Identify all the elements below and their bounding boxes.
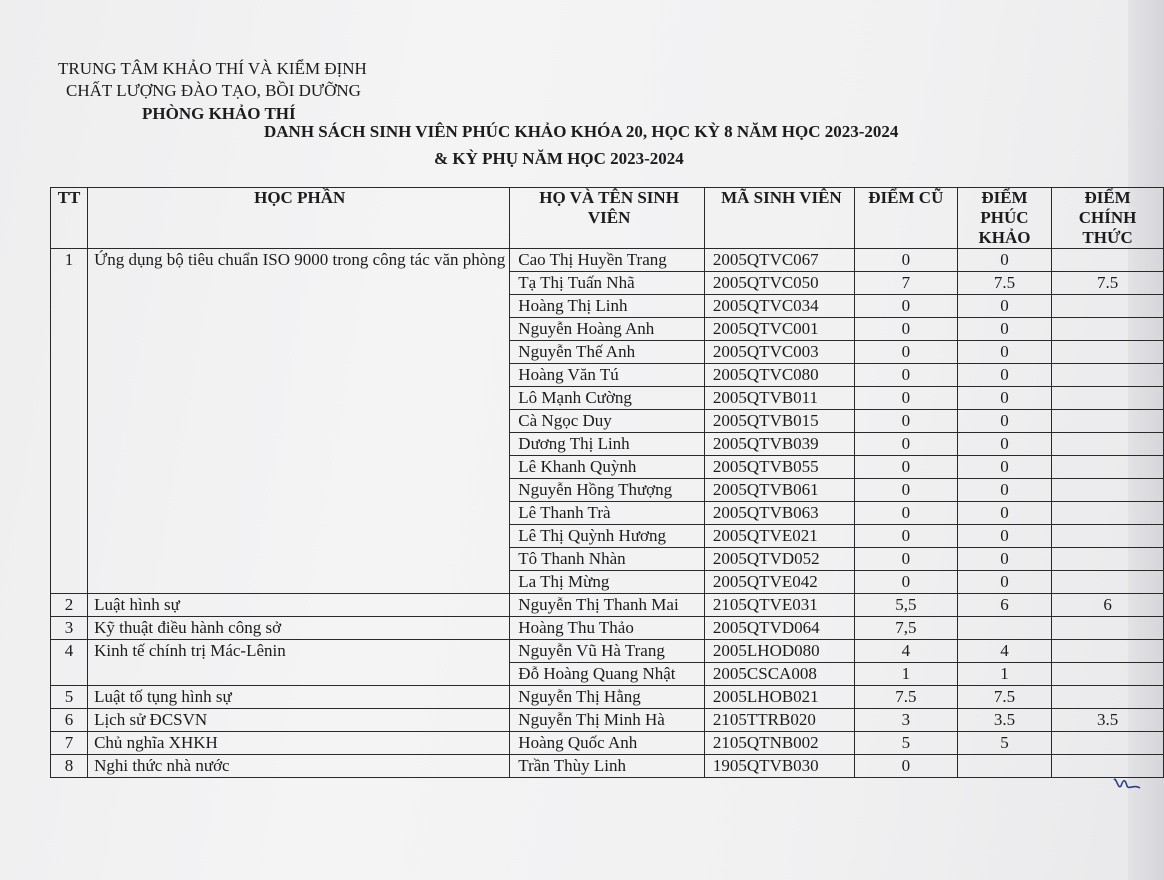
student-id: 2005LHOD080 — [704, 640, 854, 663]
official-score — [1052, 364, 1164, 387]
col-header-review-score: ĐIỂM PHÚC KHẢO — [957, 188, 1051, 249]
official-score — [1052, 295, 1164, 318]
col-header-old-score: ĐIỂM CŨ — [854, 188, 957, 249]
old-score: 0 — [854, 410, 957, 433]
review-score: 7.5 — [957, 686, 1051, 709]
student-name: Tô Thanh Nhàn — [510, 548, 705, 571]
student-name: Nguyễn Hoàng Anh — [510, 318, 705, 341]
student-id: 2005QTVB055 — [704, 456, 854, 479]
course-name: Luật tố tụng hình sự — [88, 686, 510, 709]
old-score: 0 — [854, 502, 957, 525]
signature-scribble-icon — [1112, 772, 1142, 794]
review-score: 0 — [957, 387, 1051, 410]
student-id: 2005QTVB039 — [704, 433, 854, 456]
old-score: 0 — [854, 364, 957, 387]
old-score: 7.5 — [854, 686, 957, 709]
review-score: 3.5 — [957, 709, 1051, 732]
row-number: 1 — [51, 249, 88, 594]
official-score — [1052, 755, 1164, 778]
row-number: 5 — [51, 686, 88, 709]
review-score — [957, 617, 1051, 640]
student-name: Dương Thị Linh — [510, 433, 705, 456]
review-score: 0 — [957, 548, 1051, 571]
student-name: Nguyễn Thị Minh Hà — [510, 709, 705, 732]
review-score: 7.5 — [957, 272, 1051, 295]
table-row — [51, 594, 1164, 617]
table-row — [51, 755, 1164, 778]
student-id: 2105QTVE031 — [704, 594, 854, 617]
review-score: 0 — [957, 410, 1051, 433]
org-name-line1: TRUNG TÂM KHẢO THÍ VÀ KIỂM ĐỊNH — [58, 59, 367, 78]
official-score — [1052, 249, 1164, 272]
student-id: 2005QTVC067 — [704, 249, 854, 272]
review-score: 6 — [957, 594, 1051, 617]
table-row — [51, 709, 1164, 732]
row-number: 6 — [51, 709, 88, 732]
student-name: Hoàng Văn Tú — [510, 364, 705, 387]
review-score: 0 — [957, 295, 1051, 318]
student-id: 2005QTVC050 — [704, 272, 854, 295]
old-score: 0 — [854, 525, 957, 548]
student-id: 2005QTVC001 — [704, 318, 854, 341]
student-name: Nguyễn Thị Hằng — [510, 686, 705, 709]
student-name: Nguyễn Thị Thanh Mai — [510, 594, 705, 617]
official-score — [1052, 433, 1164, 456]
student-name: Lê Thị Quỳnh Hương — [510, 525, 705, 548]
old-score: 0 — [854, 295, 957, 318]
old-score: 0 — [854, 341, 957, 364]
col-header-tt: TT — [51, 188, 88, 249]
review-score: 5 — [957, 732, 1051, 755]
review-score: 0 — [957, 318, 1051, 341]
student-name: Hoàng Thu Thảo — [510, 617, 705, 640]
old-score: 5,5 — [854, 594, 957, 617]
student-id: 2005QTVB061 — [704, 479, 854, 502]
document-title: DANH SÁCH SINH VIÊN PHÚC KHẢO KHÓA 20, HỌC KỲ 8 NĂM HỌC 2023-2024 — [264, 122, 899, 141]
student-id: 2005QTVB063 — [704, 502, 854, 525]
student-id: 2105TTRB020 — [704, 709, 854, 732]
table-row — [51, 617, 1164, 640]
course-name: Chủ nghĩa XHKH — [88, 732, 510, 755]
row-number: 2 — [51, 594, 88, 617]
review-score: 0 — [957, 364, 1051, 387]
review-table — [50, 187, 1164, 778]
course-name: Lịch sử ĐCSVN — [88, 709, 510, 732]
course-name: Nghi thức nhà nước — [88, 755, 510, 778]
old-score: 0 — [854, 249, 957, 272]
course-name: Kinh tế chính trị Mác-Lênin — [88, 640, 510, 686]
official-score — [1052, 571, 1164, 594]
student-id: 2005QTVE042 — [704, 571, 854, 594]
student-id: 2005QTVD052 — [704, 548, 854, 571]
official-score — [1052, 525, 1164, 548]
old-score: 0 — [854, 387, 957, 410]
course-name: Ứng dụng bộ tiêu chuẩn ISO 9000 trong công tác văn phòng — [88, 249, 510, 594]
old-score: 0 — [854, 571, 957, 594]
course-name: Kỹ thuật điều hành công sở — [88, 617, 510, 640]
col-header-student-name: HỌ VÀ TÊN SINH VIÊN — [510, 188, 705, 249]
student-name: Trần Thùy Linh — [510, 755, 705, 778]
official-score — [1052, 548, 1164, 571]
student-name: Hoàng Thị Linh — [510, 295, 705, 318]
course-name: Luật hình sự — [88, 594, 510, 617]
old-score: 7 — [854, 272, 957, 295]
official-score — [1052, 456, 1164, 479]
official-score — [1052, 663, 1164, 686]
review-score: 0 — [957, 456, 1051, 479]
old-score: 0 — [854, 456, 957, 479]
student-id: 2005QTVE021 — [704, 525, 854, 548]
official-score — [1052, 341, 1164, 364]
student-name: La Thị Mừng — [510, 571, 705, 594]
review-score: 0 — [957, 502, 1051, 525]
official-score — [1052, 686, 1164, 709]
student-id: 1905QTVB030 — [704, 755, 854, 778]
official-score — [1052, 318, 1164, 341]
table-row — [51, 249, 1164, 272]
official-score: 6 — [1052, 594, 1164, 617]
student-name: Lê Thanh Trà — [510, 502, 705, 525]
student-name: Cà Ngọc Duy — [510, 410, 705, 433]
official-score — [1052, 479, 1164, 502]
review-score: 0 — [957, 433, 1051, 456]
student-name: Nguyễn Hồng Thượng — [510, 479, 705, 502]
old-score: 0 — [854, 548, 957, 571]
official-score — [1052, 502, 1164, 525]
student-id: 2005CSCA008 — [704, 663, 854, 686]
student-id: 2005QTVC080 — [704, 364, 854, 387]
student-name: Lê Khanh Quỳnh — [510, 456, 705, 479]
table-header-row — [51, 188, 1164, 249]
review-score: 0 — [957, 571, 1051, 594]
student-name: Cao Thị Huyền Trang — [510, 249, 705, 272]
review-score: 1 — [957, 663, 1051, 686]
student-name: Tạ Thị Tuấn Nhã — [510, 272, 705, 295]
col-header-student-id: MÃ SINH VIÊN — [704, 188, 854, 249]
document-subtitle: & KỲ PHỤ NĂM HỌC 2023-2024 — [434, 149, 684, 168]
old-score: 7,5 — [854, 617, 957, 640]
student-name: Hoàng Quốc Anh — [510, 732, 705, 755]
table-row — [51, 640, 1164, 663]
official-score — [1052, 617, 1164, 640]
student-id: 2005QTVB015 — [704, 410, 854, 433]
row-number: 3 — [51, 617, 88, 640]
student-id: 2005QTVC003 — [704, 341, 854, 364]
official-score: 3.5 — [1052, 709, 1164, 732]
official-score — [1052, 640, 1164, 663]
student-id: 2005QTVC034 — [704, 295, 854, 318]
handwritten-signature — [1112, 772, 1142, 800]
review-score — [957, 755, 1051, 778]
student-id: 2005LHOB021 — [704, 686, 854, 709]
official-score — [1052, 387, 1164, 410]
review-score: 0 — [957, 341, 1051, 364]
row-number: 7 — [51, 732, 88, 755]
row-number: 8 — [51, 755, 88, 778]
col-header-official-score: ĐIỂM CHÍNH THỨC — [1052, 188, 1164, 249]
review-score: 0 — [957, 249, 1051, 272]
old-score: 0 — [854, 479, 957, 502]
old-score: 5 — [854, 732, 957, 755]
old-score: 1 — [854, 663, 957, 686]
official-score — [1052, 732, 1164, 755]
old-score: 3 — [854, 709, 957, 732]
old-score: 0 — [854, 755, 957, 778]
table-body — [51, 249, 1164, 778]
org-name-line2: CHẤT LƯỢNG ĐÀO TẠO, BỒI DƯỠNG — [66, 81, 361, 100]
student-id: 2005QTVD064 — [704, 617, 854, 640]
old-score: 0 — [854, 433, 957, 456]
student-name: Lô Mạnh Cường — [510, 387, 705, 410]
student-name: Đỗ Hoàng Quang Nhật — [510, 663, 705, 686]
col-header-course: HỌC PHẦN — [88, 188, 510, 249]
official-score — [1052, 410, 1164, 433]
student-name: Nguyễn Thế Anh — [510, 341, 705, 364]
official-score: 7.5 — [1052, 272, 1164, 295]
student-id: 2105QTNB002 — [704, 732, 854, 755]
row-number: 4 — [51, 640, 88, 686]
department-name: PHÒNG KHẢO THÍ — [142, 104, 296, 123]
review-score: 0 — [957, 479, 1051, 502]
review-score: 0 — [957, 525, 1051, 548]
old-score: 0 — [854, 318, 957, 341]
review-score: 4 — [957, 640, 1051, 663]
table-row — [51, 732, 1164, 755]
student-name: Nguyễn Vũ Hà Trang — [510, 640, 705, 663]
old-score: 4 — [854, 640, 957, 663]
table-row — [51, 686, 1164, 709]
student-id: 2005QTVB011 — [704, 387, 854, 410]
